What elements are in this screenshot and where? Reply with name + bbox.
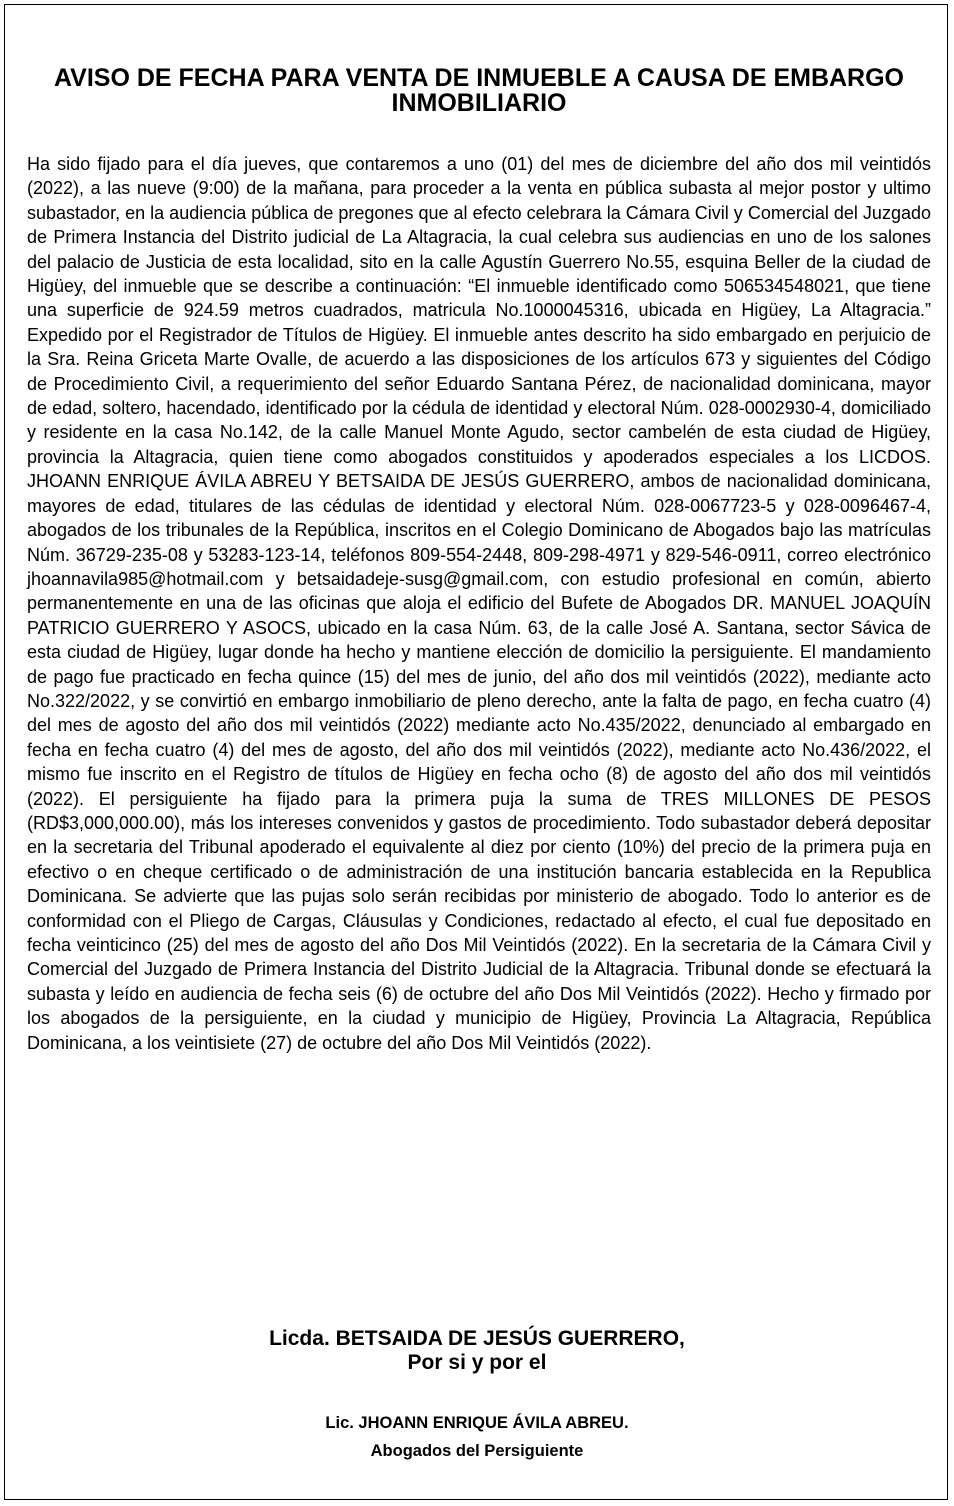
notice-border — [4, 4, 948, 1500]
signatory-secondary: Lic. JHOANN ENRIQUE ÁVILA ABREU. — [325, 1414, 629, 1432]
signatory-on-behalf: Por si y por el — [407, 1351, 547, 1374]
notice-body: Ha sido fijado para el día jueves, que contaremos a uno (01) del mes de diciembre del año dos mil veintidós (2022), a las nueve (9:00) de la mañana, para proceder a la venta en pública subasta al mejor postor y ultimo subastador, en la audiencia pública de pregones que al efecto celebrara la Cámara Civil y Comercial del Juzgado de Primera Instancia del Distrito judicial de La Altagracia, la cual celebra sus audiencias en uno de los salones del palacio de Justicia de esta localidad, sito en la calle Agustín Guerrero No.55, esquina Beller de la ciudad de Higüey, del inmueble que se describe a continuación: “El inmueble identificado como 506534548021, que tiene una superficie de 924.59 metros cuadrados, matricula No.1000045316, ubicada en Higüey, La Altagracia.” Expedido por el Registrador de Títulos de Higüey. El inmueble antes descrito ha sido embargado en perjuicio de la Sra. Reina Griceta Marte Ovalle, de acuerdo a las disposiciones de los artículos 673 y siguientes del Código de Procedimiento Civil, a requerimiento del señor Eduardo Santana Pérez, de nacionalidad dominicana, mayor de edad, soltero, hacendado, identificado por la cédula de identidad y electoral Núm. 028-0002930-4, domiciliado y residente en la casa No.142, de la calle Manuel Monte Agudo, sector cambelén de esta ciudad de Higüey, provincia la Altagracia, quien tiene como abogados constituidos y apoderados especiales a los LICDOS. JHOANN ENRIQUE ÁVILA ABREU Y BETSAIDA DE JESÚS GUERRERO, ambos de nacionalidad dominicana, mayores de edad, titulares de las cédulas de identidad y electoral Núm. 028-0067723-5 y 028-0096467-4, abogados de los tribunales de la República, inscritos en el Colegio Dominicano de Abogados bajo las matrículas Núm. 36729-235-08 y 53283-123-14, teléfonos 809-554-2448, 809-298-4971 y 829-546-0911, correo electrónico jhoannavila985@hotmail.com y betsaidadeje-susg@gmail.com, con estudio profesional en común, abierto permanentemente en una de las oficinas que aloja el edificio del Bufete de Abogados DR. MANUEL JOAQUÍN PATRICIO GUERRERO Y ASOCS, ubicado en la casa Núm. 63, de la calle José A. Santana, sector Sávica de esta ciudad de Higüey, lugar donde ha hecho y mantiene elección de domicilio la persiguiente. El mandamiento de pago fue practicado en fecha quince (15) del mes de junio, del año dos mil veintidós (2022), mediante acto No.322/2022, y se convirtió en embargo inmobiliario de pleno derecho, ante la falta de pago, en fecha cuatro (4) del mes de agosto del año dos mil veintidós (2022) mediante acto No.435/2022, denunciado al embargado en fecha en fecha cuatro (4) del mes de agosto, del año dos mil veintidós (2022), mediante acto No.436/2022, el mismo fue inscrito en el Registro de títulos de Higüey en fecha ocho (8) de agosto del año dos mil veintidós (2022). El persiguiente ha fijado para la primera puja la suma de TRES MILLONES DE PESOS (RD$3,000,000.00), más los intereses convenidos y gastos de procedimiento. Todo subastador deberá depositar en la secretaria del Tribunal apoderado el equivalente al diez por ciento (10%) del precio de la primera puja en efectivo o en cheque certificado o de administración de una institución bancaria establecida en la Republica Dominicana. Se advierte que las pujas solo serán recibidas por ministerio de abogado. Todo lo anterior es de conformidad con el Pliego de Cargas, Cláusulas y Condiciones, redactado al efecto, el cual fue depositado en fecha veinticinco (25) del mes de agosto del año Dos Mil Veintidós (2022). En la secretaria de la Cámara Civil y Comercial del Juzgado de Primera Instancia del Distrito Judicial de la Altagracia. Tribunal donde se efectuará la subasta y leído en audiencia de fecha seis (6) de octubre del año Dos Mil Veintidós (2022). Hecho y firmado por los abogados de la persiguiente, en la ciudad y municipio de Higüey, Provincia La Altagracia, República Dominicana, a los veintisiete (27) de octubre del año Dos Mil Veintidós (2022). — [27, 154, 931, 1053]
signatory-primary: Licda. BETSAIDA DE JESÚS GUERRERO, — [269, 1327, 685, 1350]
notice-title: AVISO DE FECHA PARA VENTA DE INMUEBLE A CAUSA DE EMBARGO INMOBILIARIO — [53, 64, 905, 117]
signatory-role: Abogados del Persiguiente — [370, 1442, 584, 1460]
